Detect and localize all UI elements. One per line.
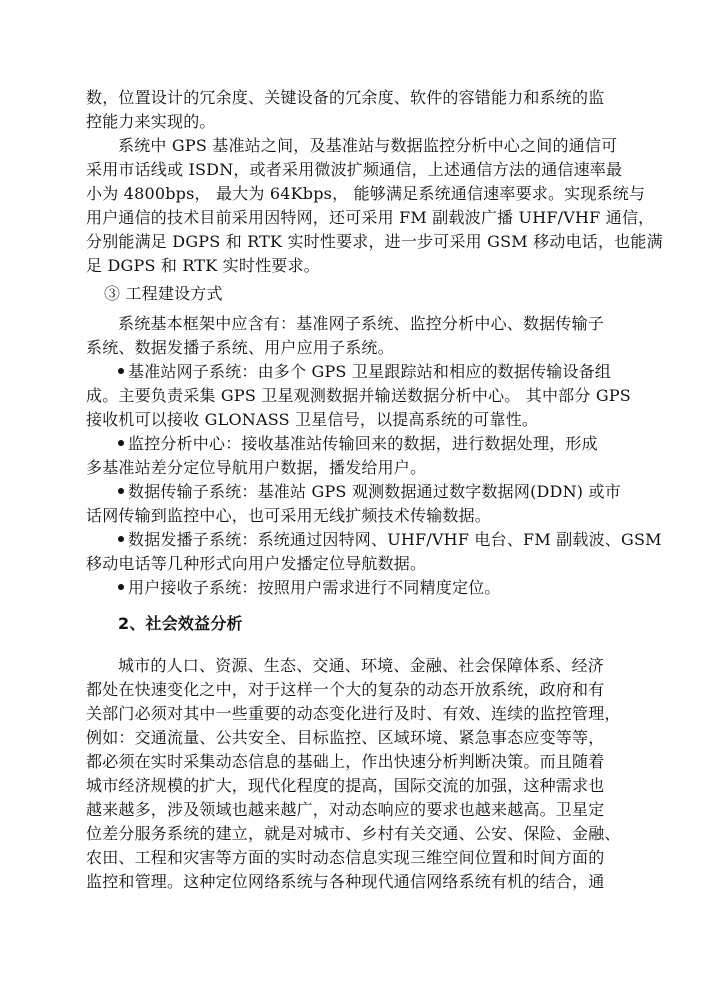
body-line: 系统基本框架中应含有：基准网子系统、监控分析中心、数据传输子 bbox=[118, 314, 605, 333]
body-line: 监控和管理。这种定位网络系统与各种现代通信网络系统有机的结合，通 bbox=[86, 872, 605, 891]
section-heading: 2、社会效益分析 bbox=[118, 614, 243, 633]
bullet-text: 监控分析中心：接收基准站传输回来的数据，进行数据处理，形成 bbox=[128, 434, 598, 453]
body-line: 小为 4800bps， 最大为 64Kbps， 能够满足系统通信速率要求。实现系统与 bbox=[86, 184, 646, 203]
body-line: 话网传输到监控中心，也可采用无线扩频技术传输数据。 bbox=[86, 506, 492, 525]
body-line: 系统中 GPS 基准站之间，及基准站与数据监控分析中心之间的通信可 bbox=[118, 136, 618, 155]
body-line: 例如：交通流量、公共安全、目标监控、区域环境、紧急事态应变等等， bbox=[86, 728, 605, 747]
body-line: 数，位置设计的冗余度、关键设备的冗余度、软件的容错能力和系统的监 bbox=[86, 88, 605, 107]
body-line: 城市经济规模的扩大，现代化程度的提高，国际交流的加强，这种需求也 bbox=[86, 776, 605, 795]
body-line: 都必须在实时采集动态信息的基础上，作出快速分析判断决策。而且随着 bbox=[86, 752, 605, 771]
body-line: 采用市话线或 ISDN，或者采用微波扩频通信，上述通信方法的通信速率最 bbox=[86, 160, 623, 179]
body-line: 成。主要负责采集 GPS 卫星观测数据并输送数据分析中心。 其中部分 GPS bbox=[86, 386, 631, 405]
bullet-icon bbox=[118, 584, 124, 590]
body-line: 足 DGPS 和 RTK 实时性要求。 bbox=[86, 256, 320, 275]
body-line: 越来越多，涉及领域也越来越广，对动态响应的要求也越来越高。卫星定 bbox=[86, 800, 605, 819]
body-line: 农田、工程和灾害等方面的实时动态信息实现三维空间位置和时间方面的 bbox=[86, 848, 605, 867]
body-line: 都处在快速变化之中，对于这样一个大的复杂的动态开放系统，政府和有 bbox=[86, 680, 605, 699]
bullet-text: 基准站网子系统：由多个 GPS 卫星跟踪站和相应的数据传输设备组 bbox=[128, 362, 612, 381]
subsection-heading: ③ 工程建设方式 bbox=[104, 284, 223, 303]
bullet-text: 用户接收子系统：按照用户需求进行不同精度定位。 bbox=[128, 578, 501, 597]
body-line: 多基准站差分定位导航用户数据，播发给用户。 bbox=[86, 458, 427, 477]
bullet-icon bbox=[118, 488, 124, 494]
body-line: 接收机可以接收 GLONASS 卫星信号，以提高系统的可靠性。 bbox=[86, 410, 539, 429]
body-line: 用户通信的技术目前采用因特网，还可采用 FM 副载波广播 UHF/VHF 通信， bbox=[86, 208, 655, 227]
bullet-text: 数据传输子系统：基准站 GPS 观测数据通过数字数据网(DDN) 或市 bbox=[128, 482, 621, 501]
body-line: 分别能满足 DGPS 和 RTK 实时性要求，进一步可采用 GSM 移动电话，也能满 bbox=[86, 232, 663, 251]
bullet-icon bbox=[118, 536, 124, 542]
bullet-item bbox=[118, 432, 598, 456]
body-line: 移动电话等几种形式向用户发播定位导航数据。 bbox=[86, 554, 427, 573]
body-line: 系统、数据发播子系统、用户应用子系统。 bbox=[86, 338, 394, 357]
body-line: 位差分服务系统的建立，就是对城市、乡村有关交通、公安、保险、金融、 bbox=[86, 824, 621, 843]
bullet-item bbox=[118, 360, 611, 384]
bullet-item bbox=[118, 576, 501, 600]
body-line: 控能力来实现的。 bbox=[86, 112, 216, 131]
body-line: 关部门必须对其中一些重要的动态变化进行及时、有效、连续的监控管理， bbox=[86, 704, 621, 723]
bullet-icon bbox=[118, 368, 124, 374]
body-line: 城市的人口、资源、生态、交通、环境、金融、社会保障体系、经济 bbox=[118, 656, 605, 675]
bullet-item bbox=[118, 528, 662, 552]
bullet-icon bbox=[118, 440, 124, 446]
bullet-item bbox=[118, 480, 621, 504]
bullet-text: 数据发播子系统：系统通过因特网、UHF/VHF 电台、FM 副载波、GSM bbox=[128, 530, 662, 549]
